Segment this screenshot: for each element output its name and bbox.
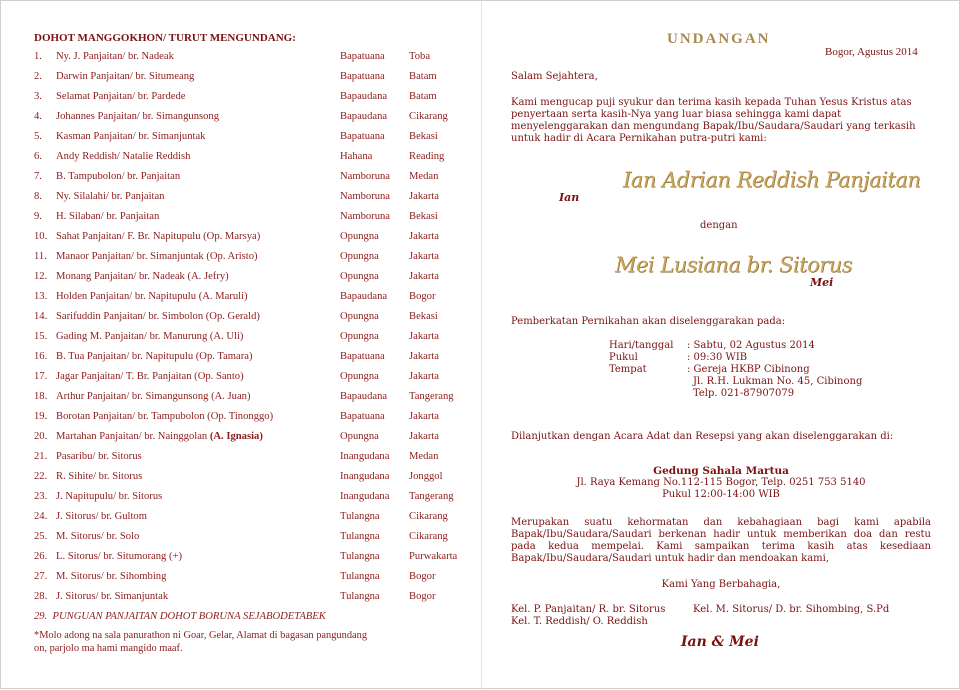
invitee-relation: Bapatuana: [340, 351, 385, 362]
invitee-number: 28.: [34, 591, 48, 602]
invitee-number: 8.: [34, 191, 42, 202]
invitee-number: 18.: [34, 391, 48, 402]
invitee-name: Darwin Panjaitan/ br. Situmeang: [56, 71, 195, 82]
invitee-number: 6.: [34, 151, 42, 162]
invitee-name: Holden Panjaitan/ br. Napitupulu (A. Maruli): [56, 291, 248, 302]
invitee-relation: Bapaudana: [340, 111, 388, 122]
invitee-city: Jakarta: [409, 351, 439, 362]
conjunction: dengan: [700, 220, 738, 231]
invitee-relation: Tulangna: [340, 551, 380, 562]
place-label: Tempat: [609, 364, 647, 375]
invitee-city: Jonggol: [409, 471, 443, 482]
invitee-name: J. Sitorus/ br. Gultom: [56, 511, 147, 522]
invitee-name: Gading M. Panjaitan/ br. Manurung (A. Uli): [56, 331, 244, 342]
invitee-city: Reading: [409, 151, 445, 162]
invitee-name: J. Sitorus/ br. Simanjuntak: [56, 591, 169, 602]
invitee-row: [34, 567, 474, 587]
invitee-city: Medan: [409, 171, 439, 182]
invitee-name: Ny. J. Panjaitan/ br. Nadeak: [56, 51, 174, 62]
invitee-relation: Bapaudana: [340, 291, 388, 302]
invitee-row: [34, 127, 474, 147]
invitee-number: 17.: [34, 371, 48, 382]
invitee-row: [34, 87, 474, 107]
invitee-name: Andy Reddish/ Natalie Reddish: [56, 151, 191, 162]
invitee-row: [34, 447, 474, 467]
invitee-relation: Bapaudana: [340, 91, 388, 102]
invitee-row: [34, 207, 474, 227]
bride-name: Mei Lusiana br. Sitorus: [615, 253, 853, 277]
invitee-number: 22.: [34, 471, 48, 482]
invitee-number: 12.: [34, 271, 48, 282]
invitee-row: [34, 387, 474, 407]
invitee-name: Borotan Panjaitan/ br. Tampubolon (Op. Tinonggo): [56, 411, 274, 422]
closing-paragraph: Merupakan suatu kehormatan dan kebahagiaan bagi kami apabila Bapak/Ibu/Saudara/Saudari berkenan hadir untuk memberikan doa dan restu pada kedua mempelai. Kami sampaikan terima kasih atas kesediaan Bapak/Ibu/Saudara/Saudari untuk hadir dan mendoakan kami,: [511, 517, 931, 564]
invitee-name: Monang Panjaitan/ br. Nadeak (A. Jefry): [56, 271, 229, 282]
invitee-relation: Opungna: [340, 431, 379, 442]
place-value: : Gereja HKBP Cibinong: [687, 364, 810, 375]
time-label: Pukul: [609, 352, 638, 363]
invitee-row: [34, 587, 474, 607]
invitee-relation: Tulangna: [340, 591, 380, 602]
invitee-city: Bogor: [409, 291, 436, 302]
invitee-name: Manaor Panjaitan/ br. Simanjuntak (Op. Aristo): [56, 251, 258, 262]
groom-nickname: Ian: [559, 191, 580, 204]
invitees-heading: DOHOT MANGGOKHON/ TURUT MENGUNDANG:: [34, 32, 296, 44]
invitee-number: 16.: [34, 351, 48, 362]
groom-name: Ian Adrian Reddish Panjaitan: [623, 168, 921, 192]
invitee-name: M. Sitorus/ br. Solo: [56, 531, 140, 542]
invitee-number: 9.: [34, 211, 42, 222]
invitee-number: 19.: [34, 411, 48, 422]
invitee-number: 14.: [34, 311, 48, 322]
invitee-row: [34, 107, 474, 127]
invitee-number: 25.: [34, 531, 48, 542]
invitee-number: 10.: [34, 231, 48, 242]
invitee-relation: Opungna: [340, 251, 379, 262]
invitee-relation: Bapatuana: [340, 51, 385, 62]
invitee-city: Medan: [409, 451, 439, 462]
invitee-row: [34, 327, 474, 347]
day-value: : Sabtu, 02 Agustus 2014: [687, 340, 815, 351]
invitee-row: [34, 287, 474, 307]
invitee-city: Bogor: [409, 591, 436, 602]
invitee-relation: Inangudana: [340, 471, 390, 482]
invitee-relation: Namboruna: [340, 171, 391, 182]
invitee-name: M. Sitorus/ br. Sihombing: [56, 571, 167, 582]
place-date: Bogor, Agustus 2014: [825, 46, 918, 58]
invitee-relation: Bapaudana: [340, 391, 388, 402]
invitee-city: Toba: [409, 51, 431, 62]
invitee-name-group: [56, 427, 263, 447]
invitee-city: Batam: [409, 71, 437, 82]
invitee-name: B. Tampubolon/ br. Panjaitan: [56, 171, 181, 182]
invitee-relation: Bapatuana: [340, 411, 385, 422]
invitee-row: [34, 67, 474, 87]
invitee-row: [34, 267, 474, 287]
apology-note: *Molo adong na sala panurathon ni Goar, Gelar, Alamat di bagasan pangundang on, parjolo ma hami mangido maaf.: [34, 630, 368, 654]
invitee-city: Cikarang: [409, 511, 448, 522]
invitee-city: Jakarta: [409, 331, 439, 342]
invitee-row: [34, 247, 474, 267]
intro-paragraph: Kami mengucap puji syukur dan terima kasih kepada Tuhan Yesus Kristus atas penyertaan serta kasih-Nya yang luar biasa sehingga kami dapat menyelenggarakan dan mengundang Bapak/Ibu/Saudara/Saudari yang terkasih untuk hadir di Acara Pernikahan putra-putri kami:: [511, 97, 916, 144]
fold-divider: [481, 1, 482, 690]
invitee-number: 11.: [34, 251, 47, 262]
invitee-relation: Opungna: [340, 271, 379, 282]
invitee-name: Ny. Silalahi/ br. Panjaitan: [56, 191, 165, 202]
invitee-city: Jakarta: [409, 431, 439, 442]
invitee-relation: Opungna: [340, 231, 379, 242]
invitee-name: Arthur Panjaitan/ br. Simangunsong (A. Juan): [56, 391, 251, 402]
invitee-city: Jakarta: [409, 191, 439, 202]
invitee-name: Pasaribu/ br. Sitorus: [56, 451, 142, 462]
invitee-name: H. Silaban/ br. Panjaitan: [56, 211, 160, 222]
invitee-number: 27.: [34, 571, 48, 582]
invitee-relation: Bapatuana: [340, 71, 385, 82]
venue-address: Jl. Raya Kemang No.112-115 Bogor, Telp. 0251 753 5140: [576, 477, 866, 488]
invitee-number: 1.: [34, 51, 42, 62]
invitee-relation: Namboruna: [340, 191, 391, 202]
invitee-relation: Tulangna: [340, 511, 380, 522]
invitees-list: [34, 47, 474, 607]
invitee-row: [34, 427, 474, 447]
invitee-row: [34, 47, 474, 67]
church-address: Jl. R.H. Lukman No. 45, Cibinong: [693, 376, 863, 387]
invitee-name: Johannes Panjaitan/ br. Simangunsong: [56, 111, 220, 122]
regards-line: Kami Yang Berbahagia,: [661, 579, 781, 590]
church-phone: Telp. 021-87907079: [693, 388, 795, 399]
venue-name: Gedung Sahala Martua: [653, 465, 789, 477]
invitation-title: UNDANGAN: [667, 31, 771, 47]
family-groom: Kel. P. Panjaitan/ R. br. Sitorus: [511, 604, 666, 615]
invitee-number: 3.: [34, 91, 42, 102]
family-bride: Kel. M. Sitorus/ D. br. Sihombing, S.Pd: [693, 604, 890, 615]
invitee-row: [34, 487, 474, 507]
invitee-number: 2.: [34, 71, 42, 82]
bride-nickname: Mei: [810, 276, 834, 289]
invitee-city: Tangerang: [409, 491, 454, 502]
invitee-relation: Opungna: [340, 311, 379, 322]
couple-signature: Ian & Mei: [681, 634, 759, 650]
invitee-row: [34, 367, 474, 387]
invitee-city: Batam: [409, 91, 437, 102]
invitee-city: Jakarta: [409, 251, 439, 262]
invitee-row: [34, 527, 474, 547]
invitee-relation: Tulangna: [340, 571, 380, 582]
invitee-number: 23.: [34, 491, 48, 502]
invitee-row: [34, 507, 474, 527]
invitee-number: 5.: [34, 131, 42, 142]
invitee-name: Sahat Panjaitan/ F. Br. Napitupulu (Op. Marsya): [56, 231, 261, 242]
invitee-city: Tangerang: [409, 391, 454, 402]
invitee-row: [34, 227, 474, 247]
time-value: : 09:30 WIB: [687, 352, 748, 363]
invitee-relation: Opungna: [340, 371, 379, 382]
day-label: Hari/tanggal: [609, 340, 674, 351]
invitee-row-29: [34, 607, 474, 627]
invitee-city: Jakarta: [409, 411, 439, 422]
invitee-name: Jagar Panjaitan/ T. Br. Panjaitan (Op. Santo): [56, 371, 244, 382]
blessing-intro: Pemberkatan Pernikahan akan diselenggarakan pada:: [511, 316, 786, 327]
invitee-name: Selamat Panjaitan/ br. Pardede: [56, 91, 186, 102]
invitee-number: 21.: [34, 451, 48, 462]
invitee-city: Cikarang: [409, 531, 448, 542]
invitee-row: [34, 407, 474, 427]
invitee-alias: (A. Ignasia): [209, 431, 263, 442]
invitee-relation: Hahana: [340, 151, 373, 162]
invitee-row: [34, 147, 474, 167]
invitee-city: Bekasi: [409, 311, 438, 322]
invitee-number: 24.: [34, 511, 48, 522]
invitee-number: 20.: [34, 431, 48, 442]
invitee-name: L. Sitorus/ br. Situmorang (+): [56, 551, 183, 562]
invitee-row: [34, 467, 474, 487]
invitee-relation: Opungna: [340, 331, 379, 342]
invitee-city: Cikarang: [409, 111, 448, 122]
invitee-city: Purwakarta: [409, 551, 458, 562]
invitee-name: Kasman Panjaitan/ br. Simanjuntak: [56, 131, 206, 142]
invitee-relation: Bapatuana: [340, 131, 385, 142]
invitee-name: B. Tua Panjaitan/ br. Napitupulu (Op. Tamara): [56, 351, 253, 362]
invitee-row: [34, 167, 474, 187]
invitee-group: PUNGUAN PANJAITAN DOHOT BORUNA SEJABODETABEK: [52, 611, 326, 622]
families-block: [511, 604, 931, 628]
family-reddish: Kel. T. Reddish/ O. Reddish: [511, 616, 648, 627]
invitee-row: [34, 547, 474, 567]
invitee-row: [34, 307, 474, 327]
invitee-relation: Namboruna: [340, 211, 391, 222]
invitee-number: 13.: [34, 291, 48, 302]
invitee-city: Jakarta: [409, 271, 439, 282]
reception-intro: Dilanjutkan dengan Acara Adat dan Resepsi yang akan diselenggarakan di:: [511, 431, 894, 442]
invitee-relation: Inangudana: [340, 491, 390, 502]
invitee-name: R. Sihite/ br. Sitorus: [56, 471, 143, 482]
invitees-panel: [34, 29, 474, 655]
greeting: Salam Sejahtera,: [511, 71, 598, 82]
invitee-number: 7.: [34, 171, 42, 182]
invitee-row: [34, 347, 474, 367]
invitee-city: Bekasi: [409, 211, 438, 222]
invitee-row: [34, 187, 474, 207]
invitee-name: J. Napitupulu/ br. Sitorus: [56, 491, 163, 502]
invitee-city: Jakarta: [409, 371, 439, 382]
invitee-number: 29.: [34, 611, 48, 622]
invitee-city: Bogor: [409, 571, 436, 582]
venue-time: Pukul 12:00-14:00 WIB: [662, 489, 780, 500]
invitee-number: 4.: [34, 111, 42, 122]
invitee-number: 15.: [34, 331, 48, 342]
invitee-name: Sarifuddin Panjaitan/ br. Simbolon (Op. Gerald): [56, 311, 260, 322]
invitee-city: Jakarta: [409, 231, 439, 242]
invitee-relation: Inangudana: [340, 451, 390, 462]
invitee-name: Martahan Panjaitan/ br. Nainggolan: [56, 431, 208, 442]
reception-venue: [511, 465, 931, 501]
invitee-relation: Tulangna: [340, 531, 380, 542]
invitee-city: Bekasi: [409, 131, 438, 142]
invitee-number: 26.: [34, 551, 48, 562]
